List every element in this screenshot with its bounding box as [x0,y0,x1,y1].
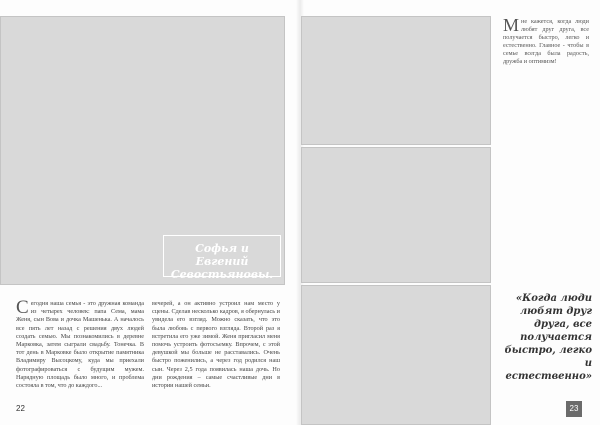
side-dropcap: М [503,15,520,35]
side-paragraph [503,15,589,66]
article-text-2: вечерей, а он активно устроил нам место у сцены. Сделав несколько кадров, я обернулась и увидела его взгляд. Можно сказать, что это была любовь с первого взгляда. Второй раз я встретила его уже зимой. Женя пригласил меня помочь устроить фотосъемку. Впрочем, с этой девушкой мы больше не расставались. Очень быстро поженились, а через год родился наш сын. Через 2,5 года появилась наша дочь. Но дни рождения – самые счастливые дни в истории нашей семьи. [152,300,280,390]
pull-quote: «Когда люди любят друг друга, все получается быстро, легко и естественно» [504,293,592,382]
dropcap: С [16,297,29,318]
page-number-left: 22 [16,404,25,413]
article-column-1 [16,297,144,390]
caption-line-2: Севостьяновы. [170,268,274,281]
article-text-1: егодня наша семья - это дружная команда из четырех человек: папа Сема, мама Женя, сын Вова и дочка Машенька. А началось все пять лет назад с решения двух людей создать семью. Мы познакомились в деревне Марковка, затем сыграли свадьбу. Тонечка. В тот день в Марковке было открытие памятника Владимиру Высоцкому, куда мы приехали фотографироваться с будущим мужем. Нарядную площадь было много, и проблема состояла в том, что до каждого... [16,300,144,390]
family-photo-placeholder-middle-right [301,147,491,283]
article-column-2 [152,300,280,390]
side-text: не кажется, когда люди любят друг друга, все получается быстро, легко и естественно. Главное - чтобы в семье всегда была радость, дружба и оптимизм! [503,18,589,65]
photo-caption [163,235,281,281]
page-number-right: 23 [566,401,582,417]
family-photo-placeholder-top-right [301,16,491,145]
caption-line-1: Софья и Евгений [195,242,249,268]
family-photo-placeholder-bottom-right [301,285,491,425]
